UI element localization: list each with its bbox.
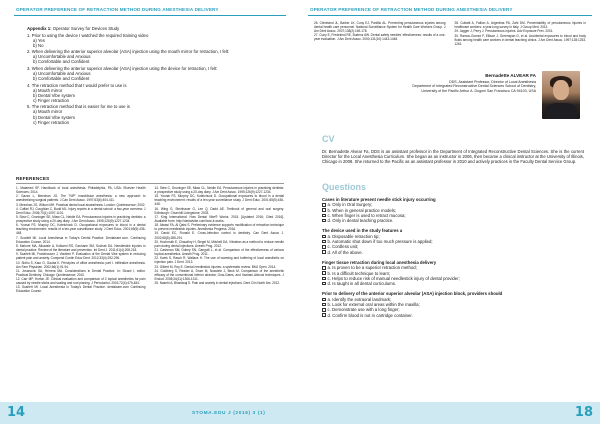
quiz-answer-text: c. Cordless unit;: [327, 244, 359, 250]
quiz-answer-text: c. When finger is used to retract mucosa;: [327, 212, 406, 218]
quiz-answer-text: a. Disposable retraction tip;: [327, 233, 380, 239]
questions-list: [322, 197, 584, 318]
appendix-questions: [27, 33, 277, 125]
references-continued: [314, 21, 586, 46]
quiz-answer-text: a. Only in Oral Surgery;: [327, 202, 373, 208]
author-affiliation-2: Department of Integrated Reconstructive Dental Sciences School of Dentistry,: [412, 84, 536, 88]
reference-item: 7. Scarlett MI. Local Anesthesia in Today's Dental Practice. Dentalcare.com. Continuing Education Course, 2014.: [16, 235, 146, 244]
appendix-option: b) Dental Vibe system: [33, 92, 75, 98]
reference-item: 16. Wing G, Steinhauer G, Lee Q, Dadd AE. Textbook of general and oral surgery. Edinburgh: Churchill Livingstone; 2003.: [154, 206, 284, 215]
quiz-answer-text: d. Only in dental teaching practice.: [327, 218, 394, 224]
appendix-option: a) Mouth mirror: [33, 109, 63, 115]
quiz-question: Finger tissue retraction during local anesthesia delivery: [322, 259, 437, 265]
quiz-question: Prior to delivery of the anterior superior alveolar (ASA) injection block, providers should: [322, 291, 503, 297]
checkbox-icon: [322, 271, 326, 275]
reference-item: 18. Alwasi FA, Al Qaisi S. Preliminary evidence supports modification of retraction technique to prevent needlestick injuries. Anesthesia Progress. 2016.: [154, 223, 284, 232]
reference-item: 1. Malamed SF. Handbook of local anesthesia. Philadelphia, PA, USA: Elsevier Health Sciences; 2014.: [16, 186, 146, 195]
quiz-answer-text: c. Demonstrate use with a long finger;: [327, 307, 400, 313]
appendix-option: a) Uncomfortable and Anxious: [33, 54, 91, 60]
reference-item: 17. King International. How Dental Vibe® Works. 2015. [Updated 2016; Cited 2016]. Available from: http://dentalvibe.com/how-it-works.: [154, 214, 284, 223]
reference-item: 26. Cleveland JL, Barker LK, Cuny EJ, Panlilio AL. Preventing percutaneous injuries among dental health care personnel. National Surveillance System for Health Care Workers Group. J Am Dent Assoc. 2007;138(2):169-178.: [314, 21, 446, 34]
reference-item: 20. Hochmuth E, Chaudhry H, Siegel M, Mitchell DA. Vibration as a method to reduce needle pain during dental injections. Anesth Prog. 2012.: [154, 239, 284, 248]
quiz-answer-text: b. Is a difficult technique to learn;: [327, 270, 391, 276]
checkbox-icon: [322, 203, 326, 207]
header-rule-left: [14, 15, 286, 16]
references-continued-column-1: [314, 21, 446, 46]
appendix-option: c) Finger retraction: [33, 119, 70, 125]
checkbox-icon: [322, 282, 326, 286]
quiz-answer-text: a. Is proven to be a superior retraction method;: [327, 265, 417, 271]
appendix-title: [27, 26, 277, 31]
checkbox-icon: [322, 214, 326, 218]
reference-item: 14. Siew C, Gruninger SE, Miaw CL, Neidle EA. Percutaneous injuries in practicing dentists: a prospective study using a 20-day diary. J Am Dent Assoc. 1995;126(9):1227-1234.: [154, 186, 284, 195]
appendix-option: c) Finger retraction: [33, 97, 70, 103]
checkbox-icon: [322, 313, 326, 317]
reference-item: 30. Ramos-Gomez F, Ellison J, Greenspan D, et al. Accidental exposures to blood and body fluids among health care workers in dental teaching clinics. J Am Dent Assoc. 1997;128:1253-1261.: [454, 33, 586, 46]
author-info: [396, 74, 536, 93]
appendix-question: 1. Prior to using the device I watched the required training video: [27, 32, 149, 38]
quiz-answer-text: d. Is taught in all dental curriculums.: [327, 281, 397, 287]
quiz-question: The device used in the study features a: [322, 228, 403, 234]
reference-item: 3. Meechan JG, Wilson MH. Practical dental local anaesthesia. London: Quintessence; 2002.: [16, 202, 146, 207]
reference-item: 15. Younai FS, Murphy DC, Kotelchuck D. Occupational exposures to blood in a dental teaching environment: results of a ten-year surveillance study. J Dent Educ. 2001;65(5):436-448.: [154, 194, 284, 207]
appendix-question: 3. When delivering the anterior superior alveolar (ASA) injection using the device for retraction, I felt:: [27, 65, 218, 71]
reference-item: 21. Cashman SM, Dubey SN, Gangolli L, et al. Comparison of the effectiveness of various topical anesthetics. Anesth Prog. 2011.: [154, 248, 284, 257]
quiz-answer: [322, 313, 584, 318]
reference-item: 27. Cuny E, Fredekind RE, Budenz AW. Dental safety needles' effectiveness: results of a one-year evaluation. J Am Dent Assoc. 2000;131(10):1443-1448.: [314, 33, 446, 42]
cv-text: Dr. Bernadette Alvear Fa, DDS is an assistant professor in the Department of Integrated Reconstructive Dental Sciences. She is the current Director for the Local Anesthesia Curriculum. She began as an instructor in 2006, then became a clinical instructor at the University of Illinois, Chicago in 2008. She returned to the Pacific as an assistant professor in 2010 and actively practices in the Faculty Dental Service Group.: [322, 149, 584, 165]
checkbox-icon: [322, 298, 326, 302]
checkbox-icon: [322, 219, 326, 223]
references-column-2: [155, 186, 285, 294]
reference-item: 9. Scarlett MI, Frankhouser J, Vladimir P. Evaluation of the Dental Vibe system in reducing patient pain and anxiety. Compend Contin Educ Dent. 2012;33(4):292-296.: [16, 252, 146, 261]
reference-item: 19. David EC, Ronald E. Cross-Infection control in dentistry. Can Dent Assoc J. 2002;68(5):285-291.: [154, 231, 284, 240]
reference-item: 13. Scarlett MI. Local Anesthesia in Today's Dental Practice. dentalcare.com Continuing Education Course.: [16, 285, 146, 294]
checkbox-icon: [322, 266, 326, 270]
right-page: [300, 0, 600, 424]
quiz-question: Cases in literature present needle stick injury occurring: [322, 197, 436, 202]
references-title: REFERENCES: [16, 176, 50, 181]
reference-item: 2. Gazzo L, Meechan JG. The "NIP" mandibular anesthesia: a new approach to anesthetizing surgical patients. J Can Dent Assoc. 1997;63(6):404-411.: [16, 194, 146, 203]
reference-item: 29. Jagger J, Perry J. Percutaneous injuries. Adv Exposure Prev. 2001.: [454, 29, 554, 34]
quiz-answer: [322, 250, 584, 255]
checkbox-icon: [322, 240, 326, 244]
quiz-answer: [322, 218, 584, 223]
journal-name: STOMA.EDU J (2016) 3 (1): [192, 411, 266, 416]
cv-title: CV: [322, 134, 335, 144]
reference-item: 24. Goldberg S, Reader A, Drum M, Nusstein J, Beck M. Comparison of the anesthetic efficacy of the conventional inferior alveolar, Gow-Gates, and Vazirani-Akinosi techniques. J Endod. 2008;34(11):1306-1311.: [154, 268, 284, 281]
appendix-label: Appendix 1:: [27, 26, 52, 31]
quiz-answer: [322, 281, 584, 286]
reference-item: 11. Jovanovic SA, Herrera MA. Considerations in Dental Practice. In: Sicard I, editor. Practical Dentistry. Chicago: Quintessence; 2010.: [16, 268, 146, 277]
appendix-question: 2. When delivering the anterior superior alveolar (ASA) injection using the mouth mirror for retraction, I felt:: [27, 49, 230, 55]
appendix-option: b) No: [33, 42, 44, 48]
appendix-subtitle: Operator Survey for Devices Study: [52, 26, 120, 31]
reference-item: 5. Siew C, Gruninger SE, Miaw CL, Neidle EA. Percutaneous injuries in practicing dentists: a prospective study using a 20-day diary. J Am Dent Assoc. 1995;126(9):1227-1234.: [16, 215, 146, 224]
quiz-answer-text: b. Look for external oral areas within the maxilla;: [327, 302, 420, 308]
page-number-left: 14: [7, 405, 26, 420]
checkbox-icon: [322, 235, 326, 239]
references-rule: [16, 183, 284, 184]
references-continued-column-2: [455, 21, 587, 46]
appendix-question: 5. The retraction method that is easier for me to use is: [27, 104, 130, 110]
appendix-option: a) Mouth mirror: [33, 87, 63, 93]
photo-body: [545, 103, 577, 119]
checkbox-icon: [322, 208, 326, 212]
quiz-answer-text: b. Automatic shut down if too much pressure is applied;: [327, 239, 433, 245]
appendix-question: 4. The retraction method that I would prefer to use is: [27, 82, 127, 88]
appendix-option: a) Uncomfortable and Anxious: [33, 71, 91, 77]
page-number-right: 18: [574, 405, 593, 420]
reference-item: 23. Gilbert M, Roy E. Dental needlestick injuries: a systematic review. BMJ Open. 2014.: [154, 264, 277, 269]
reference-item: 6. Younai FS, Murphy DC, Kotelchuck D. Occupational exposures to blood in a dental teaching environment: results of a ten-year surveillance study. J Dent Educ. 2001;65(5):436-448.: [16, 223, 146, 236]
checkbox-icon: [322, 308, 326, 312]
reference-item: 10. Sidhu S, Kaur G, Gauba K. Principles of office anesthesia: part I. Infiltrative anesthesia. Am Fam Physician. 2002;66(1):91-94.: [16, 260, 146, 269]
quiz-answer-text: b. When in general practice models;: [327, 207, 397, 213]
appendix: [27, 26, 277, 125]
questions-title: Questions: [322, 182, 367, 192]
reference-item: 22. Kwek S, Rasch R, Wallace H. The use of warming and buffering of local anesthetic on injection pain. J Dent. 2013.: [154, 256, 284, 265]
reference-item: 4. Cuffari RJ, Coughlan C, Budd ML. Injury reports in a dental school: a two-year overview. J Dent Educ. 2006;70(1):1097-1101.: [16, 206, 146, 215]
running-header-left: OPERATOR PREFERENCE OF RETRACTION METHOD DURING ANESTHESIA DELIVERY: [16, 7, 219, 12]
references-column-1: [16, 186, 146, 294]
checkbox-icon: [322, 277, 326, 281]
appendix-option: b) Comfortable and Confident: [33, 59, 90, 65]
reference-item: 28. Cuttatti A, Fallion A, Argentina PA, Zahl DM. Preventability of percutaneous injuries in healthcare workers: a year-long survey in Italy. J Occup Med. 2013.: [454, 21, 586, 30]
footer-bar-right: [300, 402, 600, 424]
checkbox-icon: [322, 245, 326, 249]
running-header-right: OPERATOR PREFERENCE OF RETRACTION METHOD DURING ANESTHESIA DELIVERY: [310, 7, 513, 12]
author-name: Bernadette ALVEAR FA: [485, 73, 536, 78]
author-affiliation-3: University of the Pacific Arthur A. Dugoni San Francisco CA 94103, USA: [421, 88, 536, 93]
header-rule-right: [308, 15, 592, 16]
author-photo: [542, 71, 580, 119]
checkbox-icon: [322, 250, 326, 254]
quiz-answer-text: a. Identify the extraoral landmark;: [327, 296, 392, 302]
checkbox-icon: [322, 303, 326, 307]
reference-item: 12. Carr MP, Horton JE. Clinical evaluation and comparison of 2 topical anesthetics for pain caused by needle sticks and scaling and root planing. J Periodontol. 2001;72(4):479-484.: [16, 277, 146, 286]
author-affiliation-1: DDS, Assistant Professor, Director of Local Anesthesia: [449, 79, 536, 84]
quiz-answer-text: d. Confirm blood is not in cartridge container.: [327, 312, 413, 318]
reference-item: 25. Nasehi A, Bhardwaj S. Pain and anxiety in dental injections. Dent Clin North Am. 2012.: [154, 281, 281, 286]
quiz-answer-text: d. All of the above.: [327, 249, 363, 255]
appendix-option: b) Dental Vibe system: [33, 114, 75, 120]
appendix-option: b) Comfortable and Confident: [33, 76, 90, 82]
references-columns: [16, 186, 284, 294]
photo-face: [553, 80, 569, 100]
quiz-answer-text: c. Helps to reduce risk of manual needlestick injury of dental provider;: [327, 275, 460, 281]
reference-item: 8. Mahure MA, Athavale A, Kulkarni RS, Gavhane SM, Suchak DA. Needlestick injuries in dental practice. Review of the literature and prevention. Int Dent J. 2011;61(4):208-218.: [16, 243, 146, 253]
appendix-option: a) Yes: [33, 37, 45, 43]
